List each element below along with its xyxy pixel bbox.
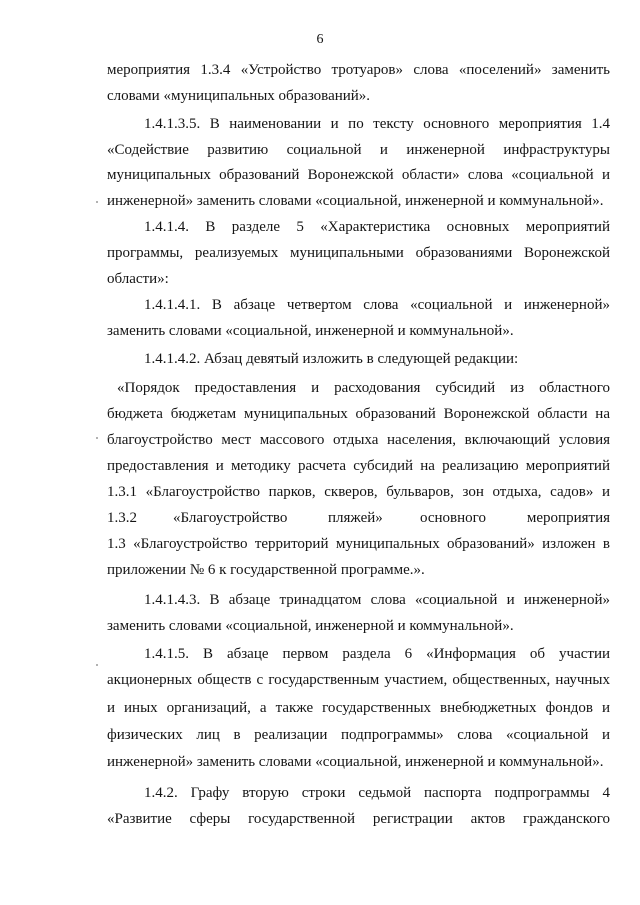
text-line: «Содействие развитию социальной и инженерной инфраструктуры bbox=[107, 142, 610, 158]
text-line: мероприятия 1.3.4 «Устройство тротуаров» слова «поселений» заменить bbox=[107, 62, 610, 78]
text-word: 1.3.2 bbox=[107, 510, 137, 526]
text-word: основного bbox=[420, 510, 486, 526]
text-line: 1.4.1.4.1. В абзаце четвертом слова «социальной и инженерной» bbox=[144, 297, 610, 313]
text-line: «Порядок предоставления и расходования субсидий из областного bbox=[117, 380, 610, 396]
text-line: физических лиц в реализации подпрограммы» слова «социальной и bbox=[107, 727, 610, 743]
text-line: 1.3.1 «Благоустройство парков, скверов, бульваров, зон отдыха, садов» и bbox=[107, 484, 610, 500]
text-line: 1.4.1.4.3. В абзаце тринадцатом слова «социальной и инженерной» bbox=[144, 592, 610, 608]
text-line: 1.4.1.4.2. Абзац девятый изложить в следующей редакции: bbox=[144, 351, 519, 367]
text-line: предоставления и методику расчета субсидий на реализацию мероприятий bbox=[107, 458, 610, 474]
text-line: программы, реализуемых муниципальными образованиями Воронежской bbox=[107, 245, 610, 261]
text-line: и иных организаций, а также государственных внебюджетных фондов и bbox=[107, 700, 610, 716]
text-line: муниципальных образований Воронежской области» слова «социальной и bbox=[107, 167, 610, 183]
text-line: 1.4.1.3.5. В наименовании и по тексту основного мероприятия 1.4 bbox=[144, 116, 610, 132]
page-number: 6 bbox=[316, 32, 324, 47]
text-line: благоустройство мест массового отдыха населения, включающий условия bbox=[107, 432, 610, 448]
text-line: 1.4.1.4. В разделе 5 «Характеристика основных мероприятий bbox=[144, 219, 610, 235]
text-word: «Благоустройство bbox=[173, 510, 288, 526]
text-line: 1.3 «Благоустройство территорий муниципальных образований» изложен в bbox=[107, 536, 610, 552]
margin-mark bbox=[96, 664, 98, 666]
text-line: 1.4.2. Графу вторую строки седьмой паспорта подпрограммы 4 bbox=[144, 785, 610, 801]
text-line: заменить словами «социальной, инженерной и коммунальной». bbox=[107, 323, 514, 339]
text-line: «Развитие сферы государственной регистрации актов гражданского bbox=[107, 811, 610, 827]
text-line: приложении № 6 к государственной программе.». bbox=[107, 562, 425, 578]
text-line: словами «муниципальных образований». bbox=[107, 88, 371, 104]
margin-mark bbox=[96, 437, 98, 439]
text-line: инженерной» заменить словами «социальной, инженерной и коммунальной». bbox=[107, 754, 604, 770]
text-line: области»: bbox=[107, 271, 169, 287]
text-line: 1.4.1.5. В абзаце первом раздела 6 «Информация об участии bbox=[144, 646, 610, 662]
margin-mark bbox=[96, 201, 98, 203]
text-line: инженерной» заменить словами «социальной, инженерной и коммунальной». bbox=[107, 193, 604, 209]
text-line: бюджета бюджетам муниципальных образований Воронежской области на bbox=[107, 406, 610, 422]
text-word: пляжей» bbox=[328, 510, 383, 526]
text-line: акционерных обществ с государственным участием, общественных, научных bbox=[107, 672, 610, 688]
text-line: заменить словами «социальной, инженерной и коммунальной». bbox=[107, 618, 514, 634]
text-word: мероприятия bbox=[526, 510, 610, 526]
